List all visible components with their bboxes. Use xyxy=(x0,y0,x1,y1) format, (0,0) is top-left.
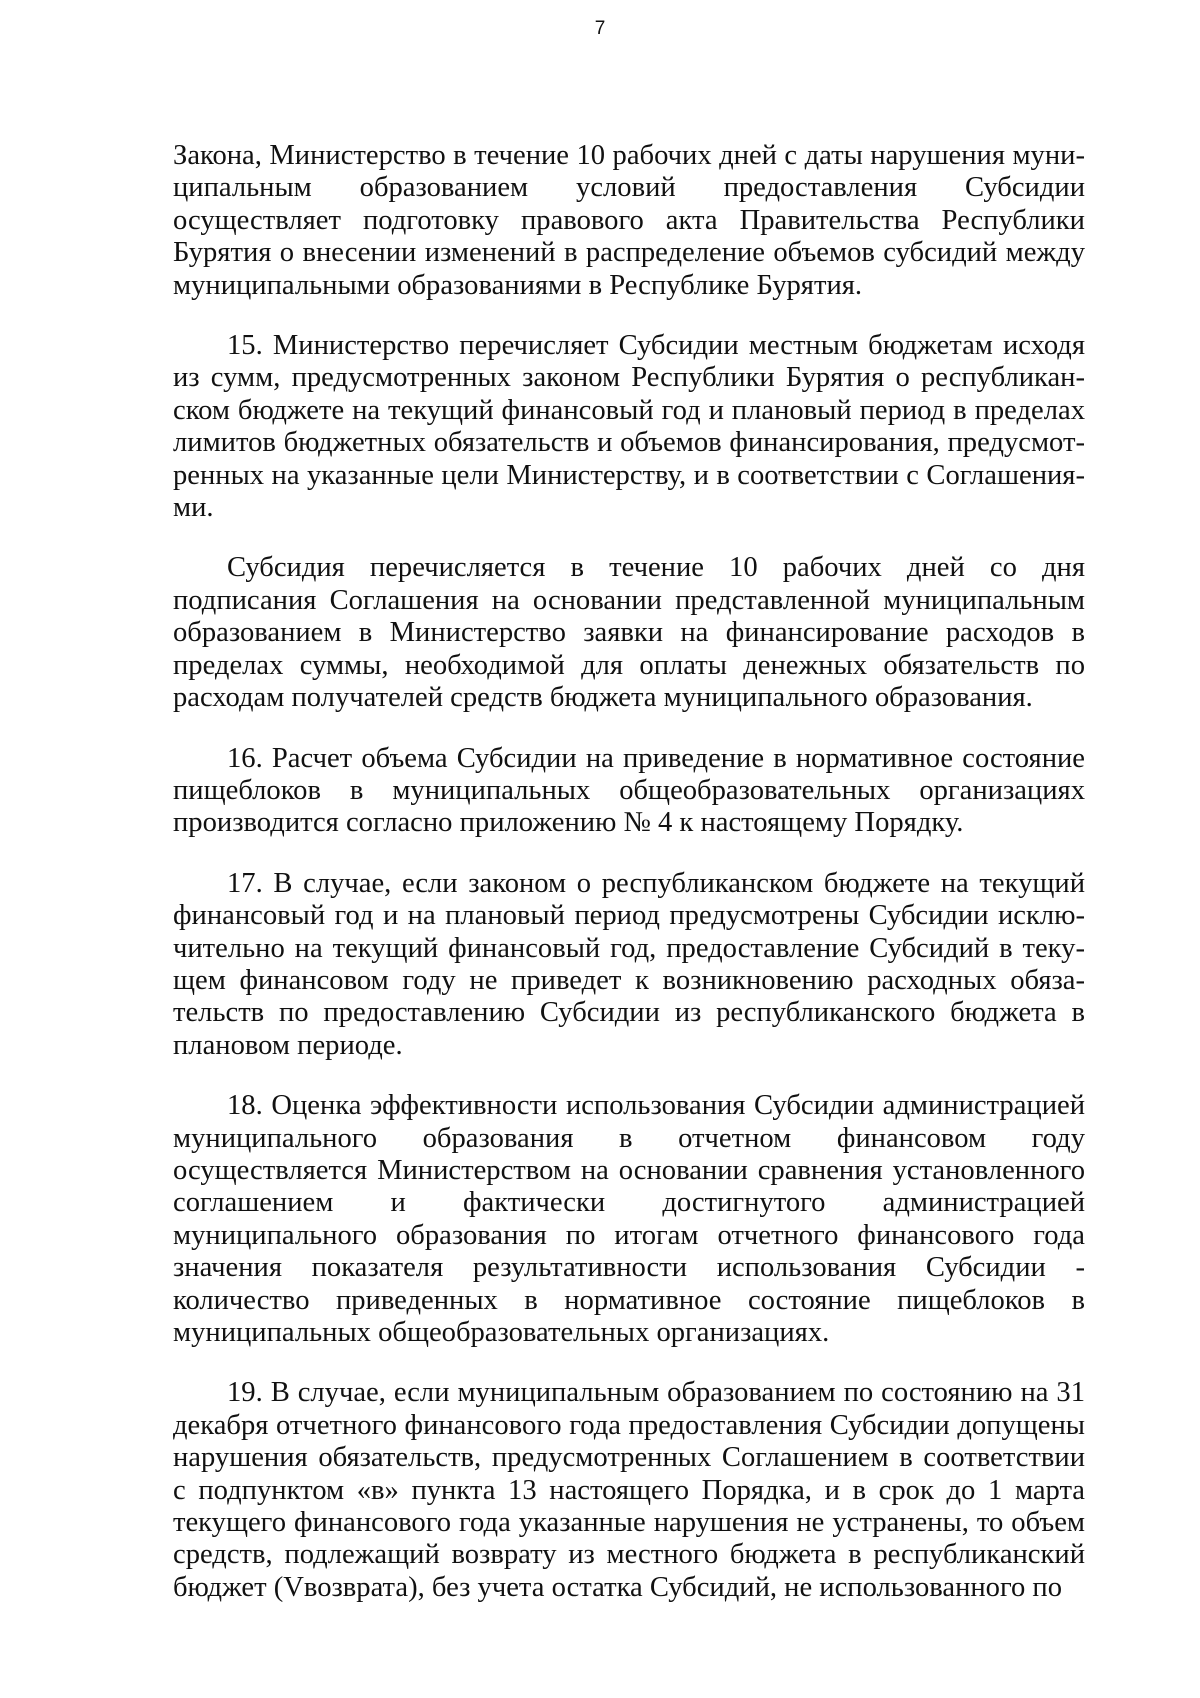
paragraph-19: 19. В случае, если муниципальным образованием по состоянию на 31 декабря отчетного финансового года предоставления Субсидии допущены нарушения обязательств, предусмотренных Соглашением в соответствии с подпунктом «в» пункта 13 настоящего Порядка, и в срок до 1 марта текущего финансового года указанные нарушения не устранены, то объем средств, подлежащий возврату из местного бюджета в республиканский бюджет (Vвозврата), без учета остатка Субсидий, не использованного по xyxy=(173,1377,1085,1603)
paragraph-16: 16. Расчет объема Субсидии на приведение в нормативное состояние пищеблоков в муниципальных общеобразовательных организациях производится согласно приложению № 4 к настоящему Порядку. xyxy=(173,742,1085,839)
document-body xyxy=(173,140,1085,1604)
paragraph-18: 18. Оценка эффективности использования Субсидии администрацией муниципального образования в отчетном финансовом году осуществляется Министерством на основании сравнения установленного соглашением и фактически достигнутого администрацией муниципального образования по итогам отчетного финансового года значения показателя результативности использования Субсидии - количество приведенных в нормативное состояние пищеблоков в муниципальных общеобразовательных организациях. xyxy=(173,1090,1085,1348)
paragraph-15: 15. Министерство перечисляет Субсидии местным бюджетам исходя из сумм, предусмотренных законом Республики Бурятия о республиканском бюджете на текущий финансовый год и плановый период в пределах лимитов бюджетных обязательств и объемов финансирования, предусмотренных на указанные цели Министерству, и в соответствии с Соглашениями. xyxy=(173,330,1085,524)
page-number: 7 xyxy=(594,18,606,39)
paragraph-17: 17. В случае, если законом о республиканском бюджете на текущий финансовый год и на плановый период предусмотрены Субсидии исключительно на текущий финансовый год, предоставление Субсидий в текущем финансовом году не приведет к возникновению расходных обязательств по предоставлению Субсидии из республиканского бюджета в плановом периоде. xyxy=(173,867,1085,1061)
paragraph-continuation: Закона, Министерство в течение 10 рабочих дней с даты нарушения муниципальным образованием условий предоставления Субсидии осуществляет подготовку правового акта Правительства Республики Бурятия о внесении изменений в распределение объемов субсидий между муниципальными образованиями в Республике Бурятия. xyxy=(173,140,1085,301)
paragraph-subsidy-transfer: Субсидия перечисляется в течение 10 рабочих дней со дня подписания Соглашения на основании представленной муниципальным образованием в Министерство заявки на финансирование расходов в пределах суммы, необходимой для оплаты денежных обязательств по расходам получателей средств бюджета муниципального образования. xyxy=(173,552,1085,714)
